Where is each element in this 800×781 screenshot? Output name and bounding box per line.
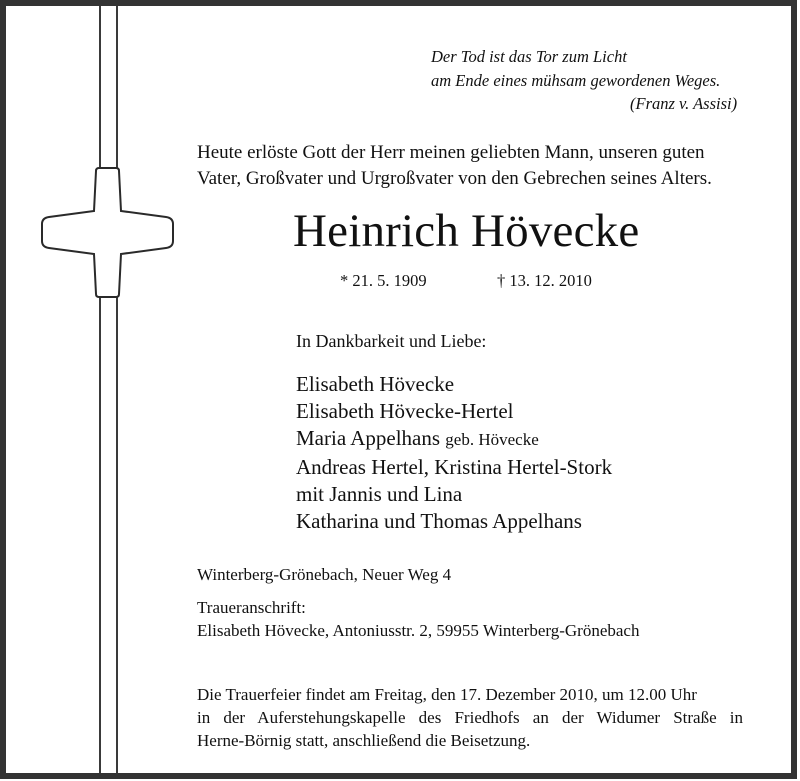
quote-line-1: Der Tod ist das Tor zum Licht: [431, 47, 627, 66]
mourner-5: mit Jannis und Lina: [296, 481, 463, 506]
service-line-2: in der Auferstehungskapelle des Friedhofs an der Widumer Straße in: [197, 708, 743, 727]
mourning-address: Elisabeth Hövecke, Antoniusstr. 2, 59955 Winterberg-Grönebach: [197, 621, 640, 640]
mourners-heading: In Dankbarkeit und Liebe:: [296, 331, 487, 351]
intro-line-2: Vater, Großvater und Urgroßvater von den Gebrechen seines Alters.: [197, 168, 712, 189]
cross-icon: [38, 166, 178, 300]
service-line-3: Herne-Börnig statt, anschließend die Beisetzung.: [197, 731, 531, 750]
mourner-3: [296, 425, 612, 453]
death-date: † 13. 12. 2010: [497, 271, 592, 290]
quote-attribution: (Franz v. Assisi): [630, 94, 738, 113]
mourner-4: Andreas Hertel, Kristina Hertel-Stork: [296, 454, 613, 479]
mourning-address-label: Traueranschrift:: [197, 598, 306, 617]
cross-line-right: [116, 6, 118, 773]
mourner-name: [296, 371, 612, 535]
cross-line-left: [99, 6, 101, 773]
deceased-name: Heinrich Hövecke: [293, 205, 640, 257]
service-line-1: Die Trauerfeier findet am Freitag, den 17. Dezember 2010, um 12.00 Uhr: [197, 685, 697, 704]
intro-line-1: Heute erlöste Gott der Herr meinen geliebten Mann, unseren guten: [197, 142, 705, 163]
mourner-2: Elisabeth Hövecke-Hertel: [296, 399, 514, 424]
mourner-1: Elisabeth Hövecke: [296, 372, 455, 396]
residence-address: Winterberg-Grönebach, Neuer Weg 4: [197, 565, 452, 584]
quote-line-2: am Ende eines mühsam gewordenen Weges.: [431, 71, 721, 90]
mourner-3-maiden-name: geb. Hövecke: [445, 430, 539, 450]
mourner-3-name: Maria Appelhans: [296, 426, 441, 451]
birth-date: * 21. 5. 1909: [340, 271, 427, 290]
mourner-6: Katharina und Thomas Appelhans: [296, 509, 582, 534]
